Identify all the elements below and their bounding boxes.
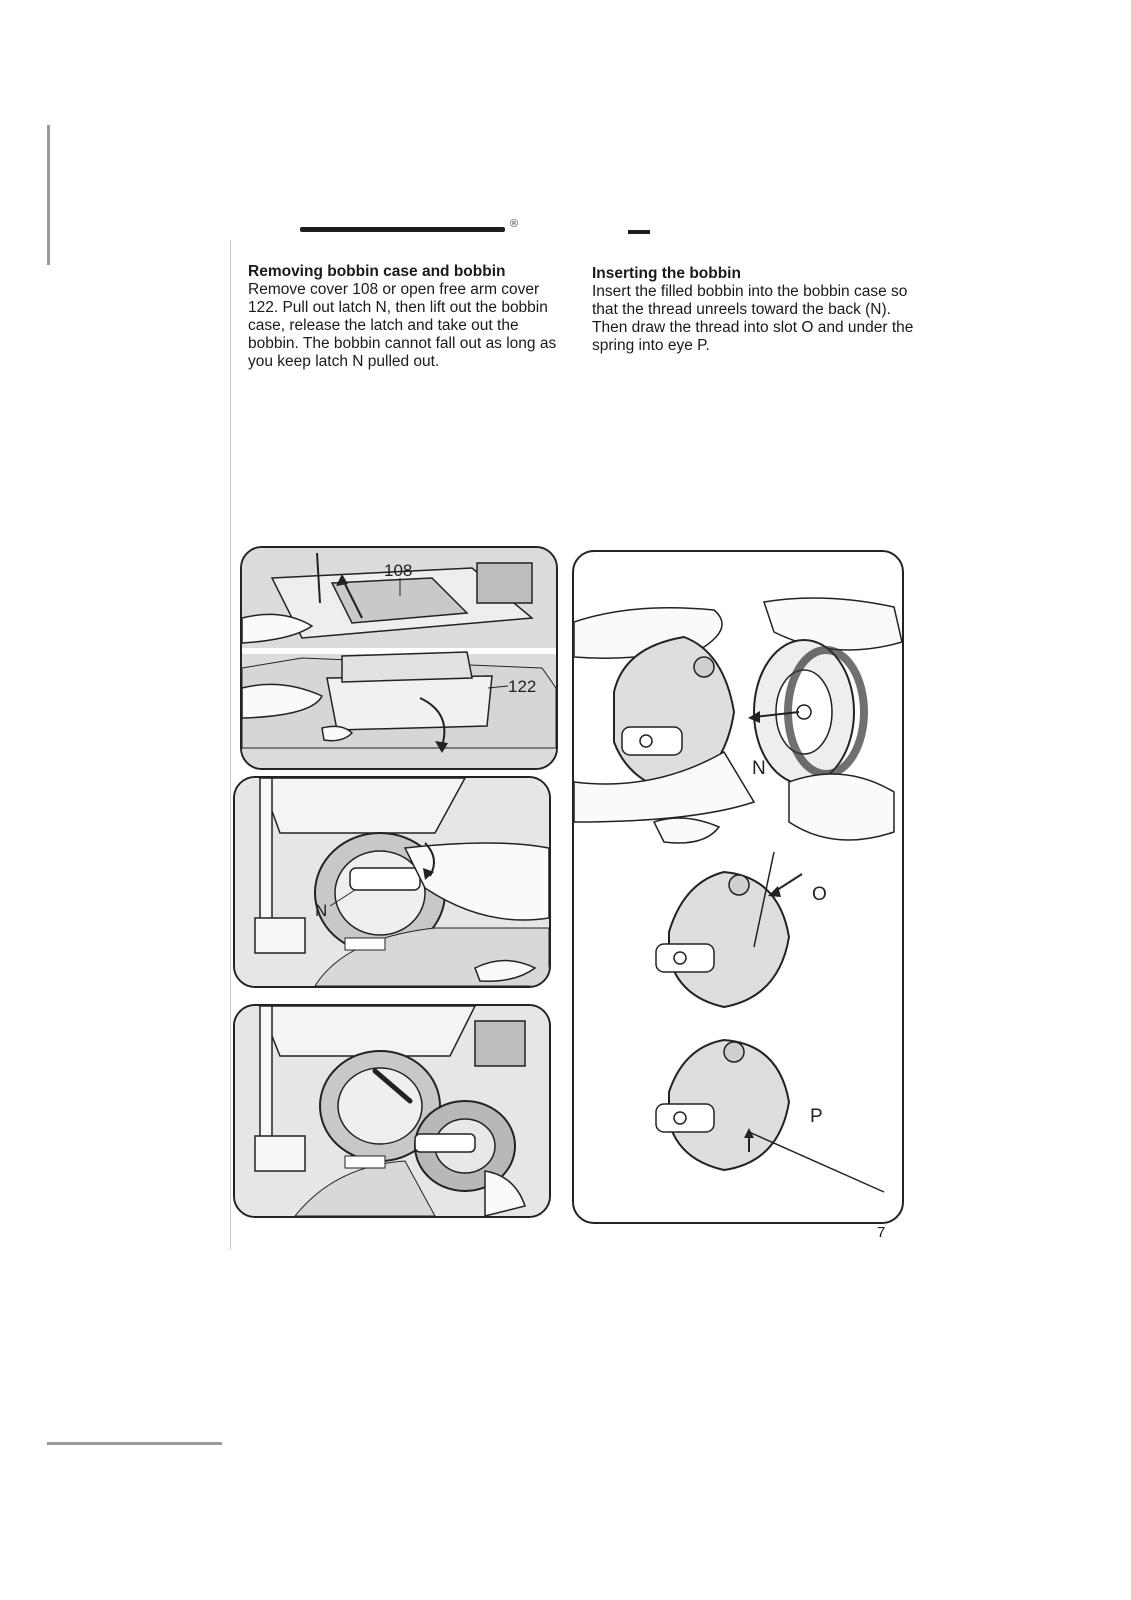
label-o-slot: O: [812, 884, 827, 905]
label-p-eye: P: [810, 1106, 823, 1127]
left-column: [248, 263, 560, 371]
right-body: Insert the filled bobbin into the bobbin case so that the thread unreels toward the back (N). Then draw the thread into slot O and under the spring into eye P.: [592, 283, 914, 354]
label-108: 108: [384, 561, 413, 580]
figure-pull-latch: [233, 776, 551, 988]
left-body: Remove cover 108 or open free arm cover 122. Pull out latch N, then lift out the bobbin case, release the latch and take out the bobbin. The bobbin cannot fall out as long as you keep latch N pulled out.: [248, 281, 557, 370]
label-n-latch: N: [315, 901, 328, 920]
scan-edge-bottom: [47, 1442, 222, 1445]
figure-lift-bobbin-case-drawing: [235, 1006, 549, 1216]
figure-insert-bobbin: [572, 550, 904, 1224]
scan-edge-left: [47, 125, 50, 265]
label-122: 122: [508, 677, 537, 696]
scan-edge-margin: [230, 240, 231, 1250]
figure-pull-latch-drawing: [235, 778, 549, 986]
label-n-back: N: [752, 758, 766, 779]
figure-remove-covers-drawing: [242, 548, 556, 768]
right-heading: Inserting the bobbin: [592, 265, 741, 282]
figure-insert-bobbin-drawing: [574, 552, 902, 1222]
figure-lift-bobbin-case: [233, 1004, 551, 1218]
header-logo-bar: [300, 227, 505, 232]
right-column: [592, 265, 914, 355]
left-heading: Removing bobbin case and bobbin: [248, 263, 506, 280]
page-number: 7: [877, 1224, 886, 1241]
header-dash: [628, 230, 650, 234]
figure-remove-covers: [240, 546, 558, 770]
registered-mark: ®: [510, 218, 519, 230]
